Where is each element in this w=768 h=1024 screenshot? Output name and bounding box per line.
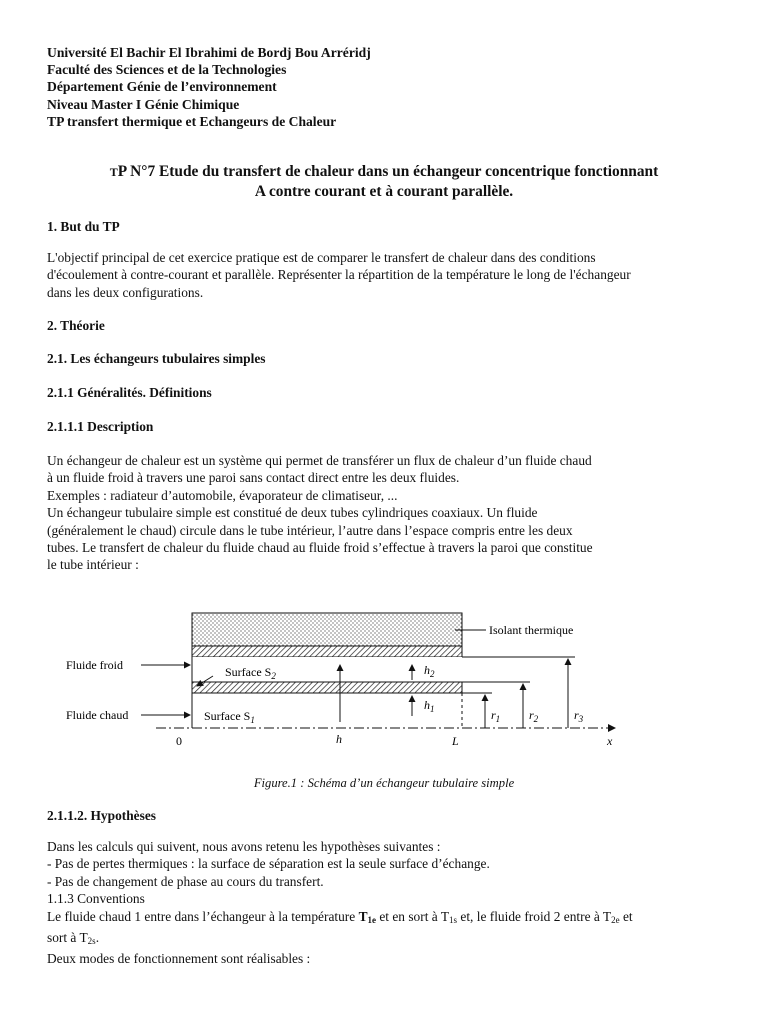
label-r2: $r_2$ <box>529 708 539 724</box>
header-department: Département Génie de l’environnement <box>47 79 277 95</box>
label-isolant: Isolant thermique <box>489 623 574 637</box>
para-line: tubes. Le transfert de chaleur du fluide chaud au fluide froid s’effectue à travers la paroi que constitue <box>47 540 593 556</box>
title-line-1 <box>0 162 768 182</box>
para-line: Un échangeur tubulaire simple est constitué de deux tubes cylindriques coaxiaux. Un fluide <box>47 505 538 521</box>
heading-echangeurs-tubulaires: 2.1. Les échangeurs tubulaires simples <box>47 351 266 366</box>
title-line-2: A contre courant et à courant parallèle. <box>254 183 514 200</box>
title-prefix: T <box>109 165 118 179</box>
header-course: TP transfert thermique et Echangeurs de Chaleur <box>47 113 337 129</box>
label-surface-s2: Surface $S_2$ <box>225 665 276 681</box>
heading-theorie: 2. Théorie <box>47 318 105 333</box>
label-surface-s1: Surface $S_1$ <box>204 709 255 725</box>
paragraph-description <box>47 452 593 574</box>
label-fluide-froid: Fluide froid <box>66 658 123 672</box>
heading-description: 2.1.1.1 Description <box>47 419 154 434</box>
document-title <box>0 162 768 202</box>
inner-wall <box>192 682 462 693</box>
label-zero: 0 <box>176 734 182 748</box>
label-L: L <box>452 734 459 748</box>
para-line: L'objectif principal de cet exercice pratique est de comparer le transfert de chaleur dans des conditions <box>47 250 596 265</box>
conventions-heading: 1.1.3 Conventions <box>47 891 145 907</box>
label-h: h <box>336 732 342 746</box>
outer-wall <box>192 646 462 657</box>
label-fluide-chaud: Fluide chaud <box>66 708 129 722</box>
conventions-line-1: Le fluide chaud 1 entre dans l’échangeur à la température $T_{1e}$ et en sort à $T_{1s}$ et, le fluide froid 2 entre à $T_{2e}$ et <box>47 908 633 925</box>
figure-echangeur <box>60 606 620 756</box>
header-faculty: Faculté des Sciences et de la Technologies <box>47 62 287 78</box>
para-line: (généralement le chaud) circule dans le tube intérieur, l’autre dans l’espace compris entre les deux <box>47 522 573 538</box>
list-item: - Pas de changement de phase au cours du transfert. <box>47 873 324 889</box>
header-level: Niveau Master I Génie Chimique <box>47 96 240 112</box>
para-line: le tube intérieur : <box>47 557 139 573</box>
insulation-layer <box>192 613 462 646</box>
paragraph-hypotheses <box>47 838 633 968</box>
para-line: dans les deux configurations. <box>47 284 204 300</box>
para-line: à un fluide froid à travers une paroi sans contact direct entre les deux fluides. <box>47 470 460 486</box>
heading-but-du-tp: 1. But du TP <box>47 219 120 234</box>
label-h1: $h_1$ <box>424 698 435 714</box>
header-university: Université El Bachir El Ibrahimi de Bordj Bou Arréridj <box>47 45 371 60</box>
paragraph-objectif <box>47 249 631 301</box>
exchanger-diagram <box>60 606 620 756</box>
axis-arrow-icon <box>608 724 616 732</box>
label-h2: $h_2$ <box>424 663 435 679</box>
para-line: d'écoulement à contre-courant et parallèle. Représenter la répartition de la température le long de l'échangeur <box>47 267 631 283</box>
document-header <box>47 44 371 130</box>
heading-generalites: 2.1.1 Généralités. Définitions <box>47 385 212 400</box>
conventions-line-2: sort à $T_{2s}$. <box>47 930 100 947</box>
label-x: x <box>607 734 613 748</box>
para-line: Un échangeur de chaleur est un système qui permet de transférer un flux de chaleur d’un fluide chaud <box>47 453 592 468</box>
figure-caption: Figure.1 : Schéma d’un échangeur tubulaire simple <box>253 776 515 790</box>
para-line: Dans les calculs qui suivent, nous avons retenu les hypothèses suivantes : <box>47 839 441 854</box>
title-line-1-text: P N°7 Etude du transfert de chaleur dans un échangeur concentrique fonctionnant <box>117 163 659 180</box>
para-line: Deux modes de fonctionnement sont réalisables : <box>47 951 311 967</box>
label-r3: $r_3$ <box>574 708 584 724</box>
para-line: Exemples : radiateur d’automobile, évaporateur de climatiseur, ... <box>47 487 398 503</box>
list-item: - Pas de pertes thermiques : la surface de séparation est la seule surface d’échange. <box>47 856 490 872</box>
heading-hypotheses: 2.1.1.2. Hypothèses <box>47 808 156 823</box>
label-r1: $r_1$ <box>491 708 501 724</box>
